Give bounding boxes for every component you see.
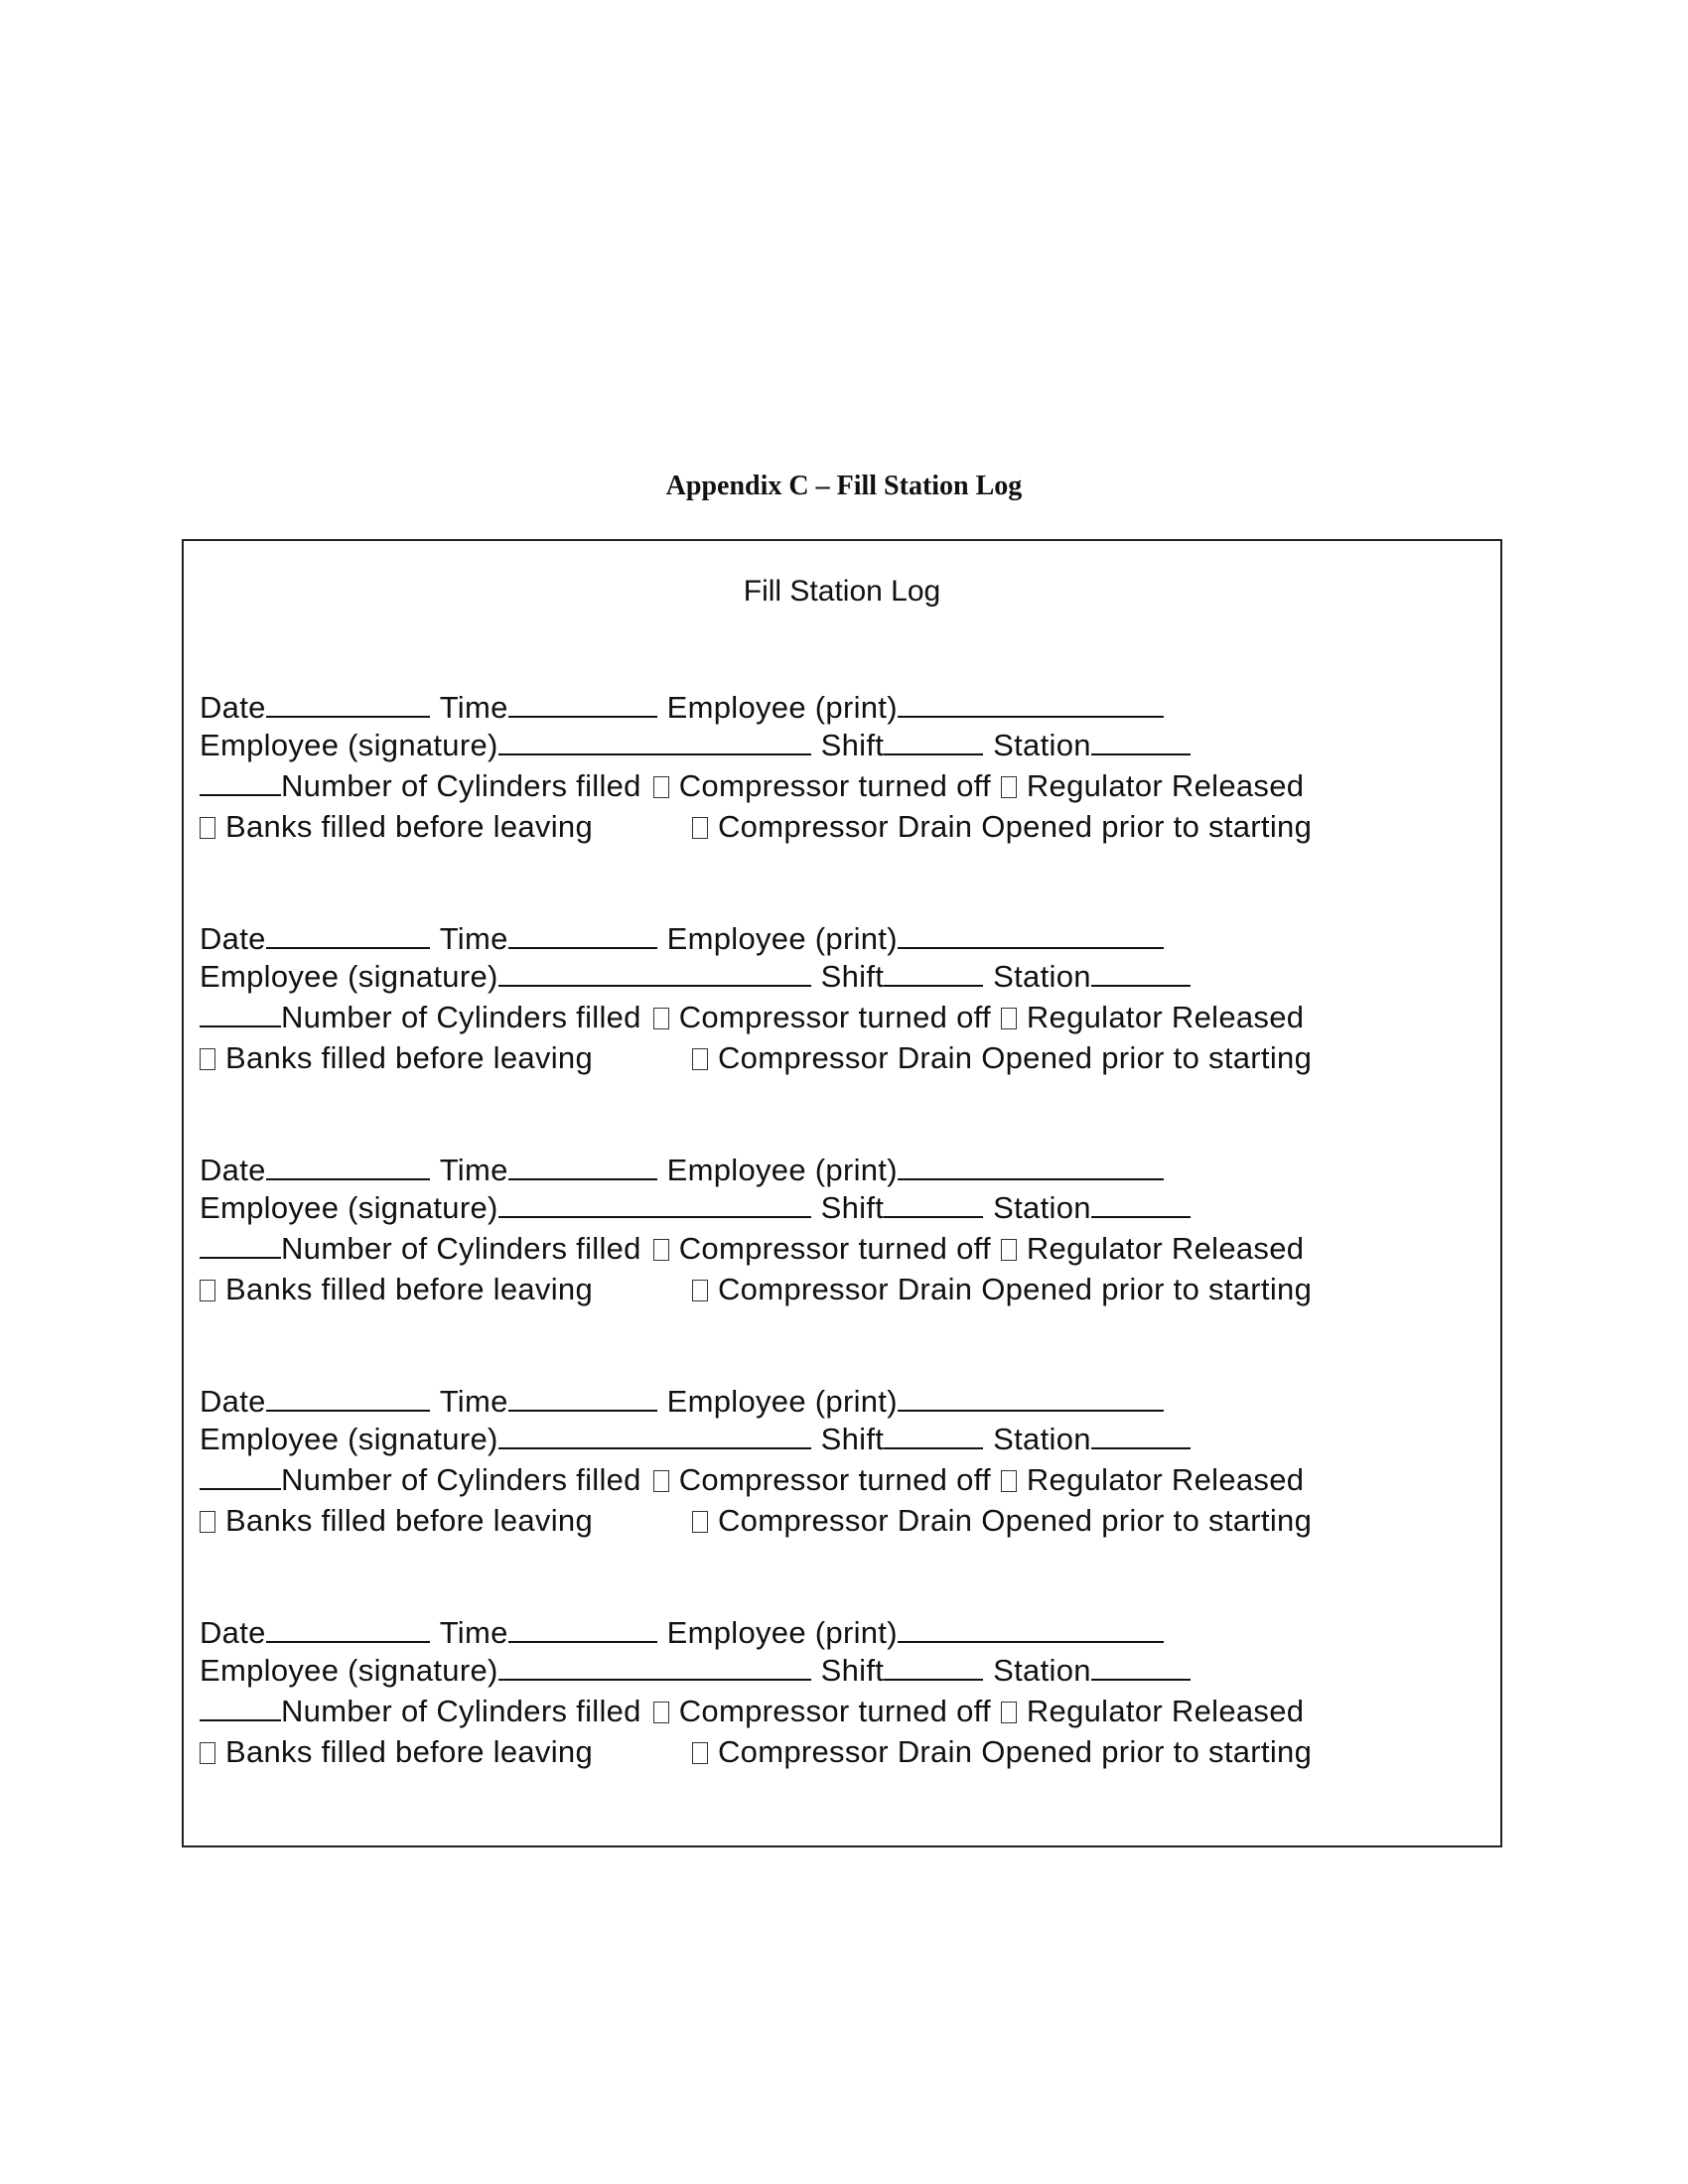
checkbox-icon[interactable] xyxy=(1001,1702,1017,1723)
employee-print-field[interactable] xyxy=(898,921,1164,949)
compressor-off-label: Compressor turned off xyxy=(678,1694,991,1728)
date-label: Date xyxy=(200,1384,266,1419)
entry-line-4 xyxy=(200,807,1312,847)
banks-label: Banks filled before leaving xyxy=(225,1734,593,1769)
checkbox-icon[interactable] xyxy=(692,1280,708,1301)
compressor-off-label: Compressor turned off xyxy=(678,1231,991,1266)
checkbox-icon[interactable] xyxy=(1001,1008,1017,1029)
employee-print-field[interactable] xyxy=(898,1153,1164,1180)
entry-line-4 xyxy=(200,1270,1312,1309)
station-field[interactable] xyxy=(1091,728,1191,755)
fill-station-log-box xyxy=(182,539,1502,1847)
employee-print-label: Employee (print) xyxy=(666,921,898,956)
station-label: Station xyxy=(993,1190,1091,1225)
time-label: Time xyxy=(439,690,508,725)
checkbox-icon[interactable] xyxy=(200,1048,215,1070)
drain-label: Compressor Drain Opened prior to starting xyxy=(718,1503,1313,1538)
cylinders-count-field[interactable] xyxy=(200,1000,281,1027)
shift-label: Shift xyxy=(820,1653,885,1688)
station-field[interactable] xyxy=(1091,1653,1191,1681)
employee-print-field[interactable] xyxy=(898,1384,1164,1412)
entry-line-3 xyxy=(200,1229,1304,1269)
cylinders-count-field[interactable] xyxy=(200,768,281,796)
employee-print-field[interactable] xyxy=(898,690,1164,718)
employee-print-field[interactable] xyxy=(898,1615,1164,1643)
drain-label: Compressor Drain Opened prior to starting xyxy=(718,1040,1313,1075)
entry-line-2 xyxy=(200,726,1191,765)
date-field[interactable] xyxy=(266,1384,430,1412)
banks-label: Banks filled before leaving xyxy=(225,1040,593,1075)
employee-print-label: Employee (print) xyxy=(666,690,898,725)
compressor-off-label: Compressor turned off xyxy=(678,1000,991,1034)
checkbox-icon[interactable] xyxy=(1001,1470,1017,1492)
drain-label: Compressor Drain Opened prior to starting xyxy=(718,1272,1313,1306)
time-label: Time xyxy=(439,1615,508,1650)
station-label: Station xyxy=(993,1422,1091,1456)
employee-signature-field[interactable] xyxy=(498,1422,811,1449)
checkbox-icon[interactable] xyxy=(653,1239,669,1261)
drain-label: Compressor Drain Opened prior to starting xyxy=(718,809,1313,844)
entry-line-2 xyxy=(200,1651,1191,1691)
checkbox-icon[interactable] xyxy=(200,1742,215,1764)
shift-label: Shift xyxy=(820,728,885,762)
shift-field[interactable] xyxy=(884,1422,983,1449)
time-field[interactable] xyxy=(508,690,657,718)
entry-line-3 xyxy=(200,1692,1304,1731)
station-label: Station xyxy=(993,728,1091,762)
checkbox-icon[interactable] xyxy=(653,1470,669,1492)
date-label: Date xyxy=(200,921,266,956)
compressor-off-label: Compressor turned off xyxy=(678,1462,991,1497)
checkbox-icon[interactable] xyxy=(692,1742,708,1764)
cylinders-label: Number of Cylinders filled xyxy=(281,1231,641,1266)
checkbox-icon[interactable] xyxy=(653,776,669,798)
banks-label: Banks filled before leaving xyxy=(225,809,593,844)
entry-line-4 xyxy=(200,1501,1312,1541)
shift-label: Shift xyxy=(820,959,885,994)
log-title: Fill Station Log xyxy=(743,575,941,608)
drain-label: Compressor Drain Opened prior to starting xyxy=(718,1734,1313,1769)
date-field[interactable] xyxy=(266,1615,430,1643)
banks-label: Banks filled before leaving xyxy=(225,1503,593,1538)
compressor-off-label: Compressor turned off xyxy=(678,768,991,803)
shift-field[interactable] xyxy=(884,728,983,755)
checkbox-icon[interactable] xyxy=(653,1008,669,1029)
date-label: Date xyxy=(200,690,266,725)
checkbox-icon[interactable] xyxy=(200,817,215,839)
time-label: Time xyxy=(439,921,508,956)
entry-line-2 xyxy=(200,957,1191,997)
checkbox-icon[interactable] xyxy=(692,1511,708,1533)
checkbox-icon[interactable] xyxy=(692,1048,708,1070)
entry-line-4 xyxy=(200,1732,1312,1772)
time-field[interactable] xyxy=(508,1153,657,1180)
cylinders-label: Number of Cylinders filled xyxy=(281,1694,641,1728)
time-field[interactable] xyxy=(508,921,657,949)
employee-print-label: Employee (print) xyxy=(666,1153,898,1187)
entry-line-2 xyxy=(200,1420,1191,1459)
shift-label: Shift xyxy=(820,1422,885,1456)
entry-line-3 xyxy=(200,1460,1304,1500)
regulator-label: Regulator Released xyxy=(1026,1000,1305,1034)
date-field[interactable] xyxy=(266,1153,430,1180)
regulator-label: Regulator Released xyxy=(1026,1462,1305,1497)
regulator-label: Regulator Released xyxy=(1026,1694,1305,1728)
station-field[interactable] xyxy=(1091,1190,1191,1218)
cylinders-label: Number of Cylinders filled xyxy=(281,1000,641,1034)
entry-line-1 xyxy=(200,1151,1164,1190)
checkbox-icon[interactable] xyxy=(1001,776,1017,798)
time-field[interactable] xyxy=(508,1384,657,1412)
shift-field[interactable] xyxy=(884,959,983,987)
date-label: Date xyxy=(200,1615,266,1650)
entry-line-2 xyxy=(200,1188,1191,1228)
date-field[interactable] xyxy=(266,921,430,949)
appendix-title: Appendix C – Fill Station Log xyxy=(665,471,1023,501)
shift-label: Shift xyxy=(820,1190,885,1225)
regulator-label: Regulator Released xyxy=(1026,1231,1305,1266)
employee-signature-label: Employee (signature) xyxy=(200,1422,498,1456)
entry-line-1 xyxy=(200,1613,1164,1653)
shift-field[interactable] xyxy=(884,1653,983,1681)
time-label: Time xyxy=(439,1384,508,1419)
checkbox-icon[interactable] xyxy=(653,1702,669,1723)
checkbox-icon[interactable] xyxy=(200,1511,215,1533)
date-label: Date xyxy=(200,1153,266,1187)
employee-signature-label: Employee (signature) xyxy=(200,959,498,994)
entry-line-3 xyxy=(200,766,1304,806)
employee-signature-field[interactable] xyxy=(498,1190,811,1218)
cylinders-count-field[interactable] xyxy=(200,1231,281,1259)
station-label: Station xyxy=(993,1653,1091,1688)
checkbox-icon[interactable] xyxy=(200,1280,215,1301)
employee-signature-label: Employee (signature) xyxy=(200,728,498,762)
time-field[interactable] xyxy=(508,1615,657,1643)
checkbox-icon[interactable] xyxy=(692,817,708,839)
entry-line-4 xyxy=(200,1038,1312,1078)
cylinders-count-field[interactable] xyxy=(200,1462,281,1490)
date-field[interactable] xyxy=(266,690,430,718)
entry-line-3 xyxy=(200,998,1304,1037)
employee-signature-label: Employee (signature) xyxy=(200,1653,498,1688)
employee-signature-field[interactable] xyxy=(498,728,811,755)
station-label: Station xyxy=(993,959,1091,994)
station-field[interactable] xyxy=(1091,1422,1191,1449)
employee-signature-field[interactable] xyxy=(498,1653,811,1681)
employee-print-label: Employee (print) xyxy=(666,1384,898,1419)
employee-print-label: Employee (print) xyxy=(666,1615,898,1650)
employee-signature-field[interactable] xyxy=(498,959,811,987)
regulator-label: Regulator Released xyxy=(1026,768,1305,803)
station-field[interactable] xyxy=(1091,959,1191,987)
cylinders-label: Number of Cylinders filled xyxy=(281,1462,641,1497)
banks-label: Banks filled before leaving xyxy=(225,1272,593,1306)
cylinders-label: Number of Cylinders filled xyxy=(281,768,641,803)
cylinders-count-field[interactable] xyxy=(200,1694,281,1721)
entry-line-1 xyxy=(200,688,1164,728)
time-label: Time xyxy=(439,1153,508,1187)
entry-line-1 xyxy=(200,1382,1164,1422)
employee-signature-label: Employee (signature) xyxy=(200,1190,498,1225)
shift-field[interactable] xyxy=(884,1190,983,1218)
checkbox-icon[interactable] xyxy=(1001,1239,1017,1261)
entry-line-1 xyxy=(200,919,1164,959)
